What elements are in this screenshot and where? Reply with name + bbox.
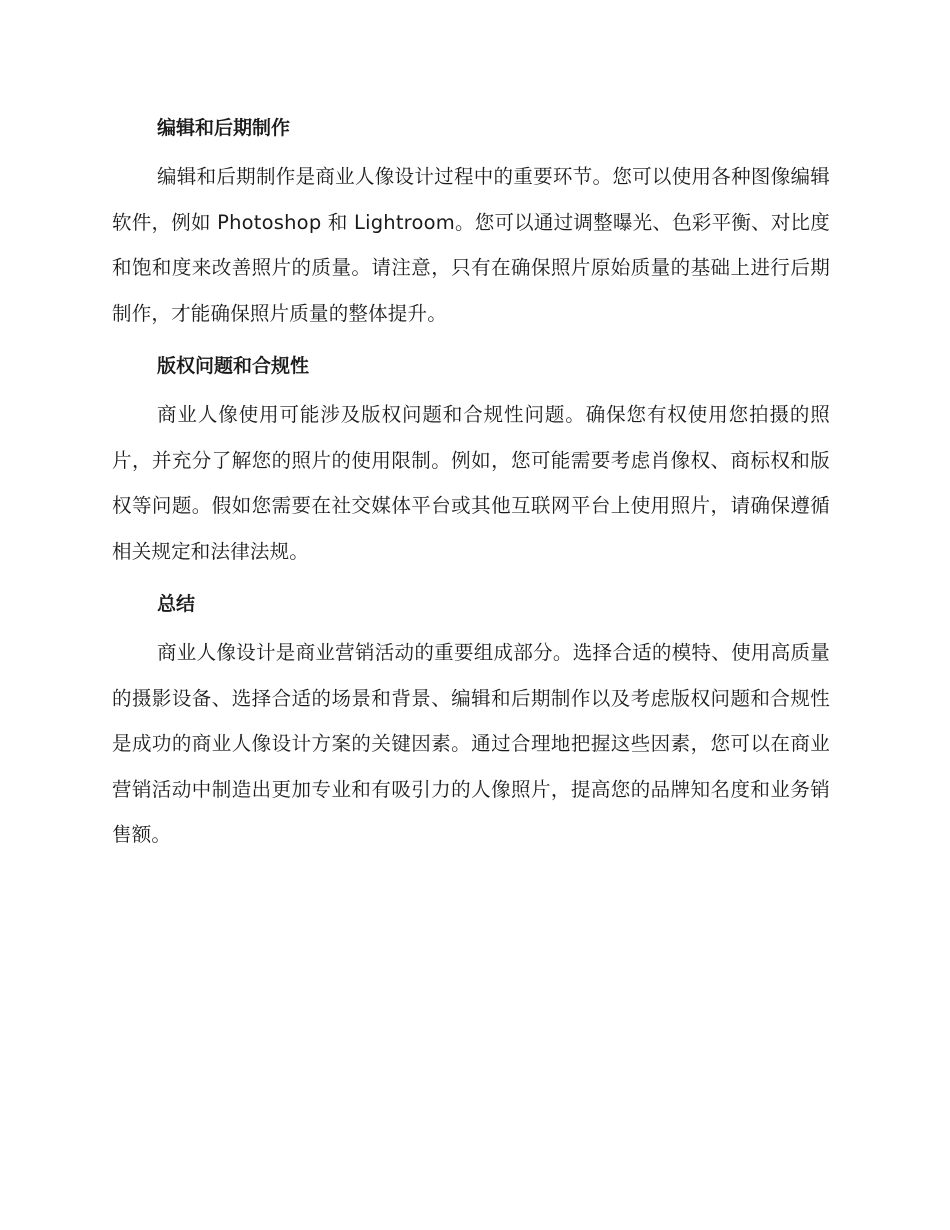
section-copyright (112, 346, 830, 574)
section-editing (112, 108, 830, 336)
section-paragraph: 商业人像使用可能涉及版权问题和合规性问题。确保您有权使用您拍摄的照片，并充分了解您的照片的使用限制。例如，您可能需要考虑肖像权、商标权和版权等问题。假如您需要在社交媒体平台或其他互联网平台上使用照片，请确保遵循相关规定和法律法规。 (112, 403, 830, 563)
document-page (112, 108, 830, 868)
section-summary (112, 584, 830, 858)
section-heading: 总结 (157, 593, 196, 615)
section-paragraph: 编辑和后期制作是商业人像设计过程中的重要环节。您可以使用各种图像编辑软件，例如 Photoshop 和 Lightroom。您可以通过调整曝光、色彩平衡、对比度和饱和度来改善照片的质量。请注意，只有在确保照片原始质量的基础上进行后期制作，才能确保照片质量的整体提升。 (112, 165, 830, 325)
section-heading: 版权问题和合规性 (157, 355, 310, 377)
section-paragraph: 商业人像设计是商业营销活动的重要组成部分。选择合适的模特、使用高质量的摄影设备、选择合适的场景和背景、编辑和后期制作以及考虑版权问题和合规性是成功的商业人像设计方案的关键因素。通过合理地把握这些因素，您可以在商业营销活动中制造出更加专业和有吸引力的人像照片，提高您的品牌知名度和业务销售额。 (112, 641, 830, 846)
section-heading: 编辑和后期制作 (157, 117, 291, 139)
